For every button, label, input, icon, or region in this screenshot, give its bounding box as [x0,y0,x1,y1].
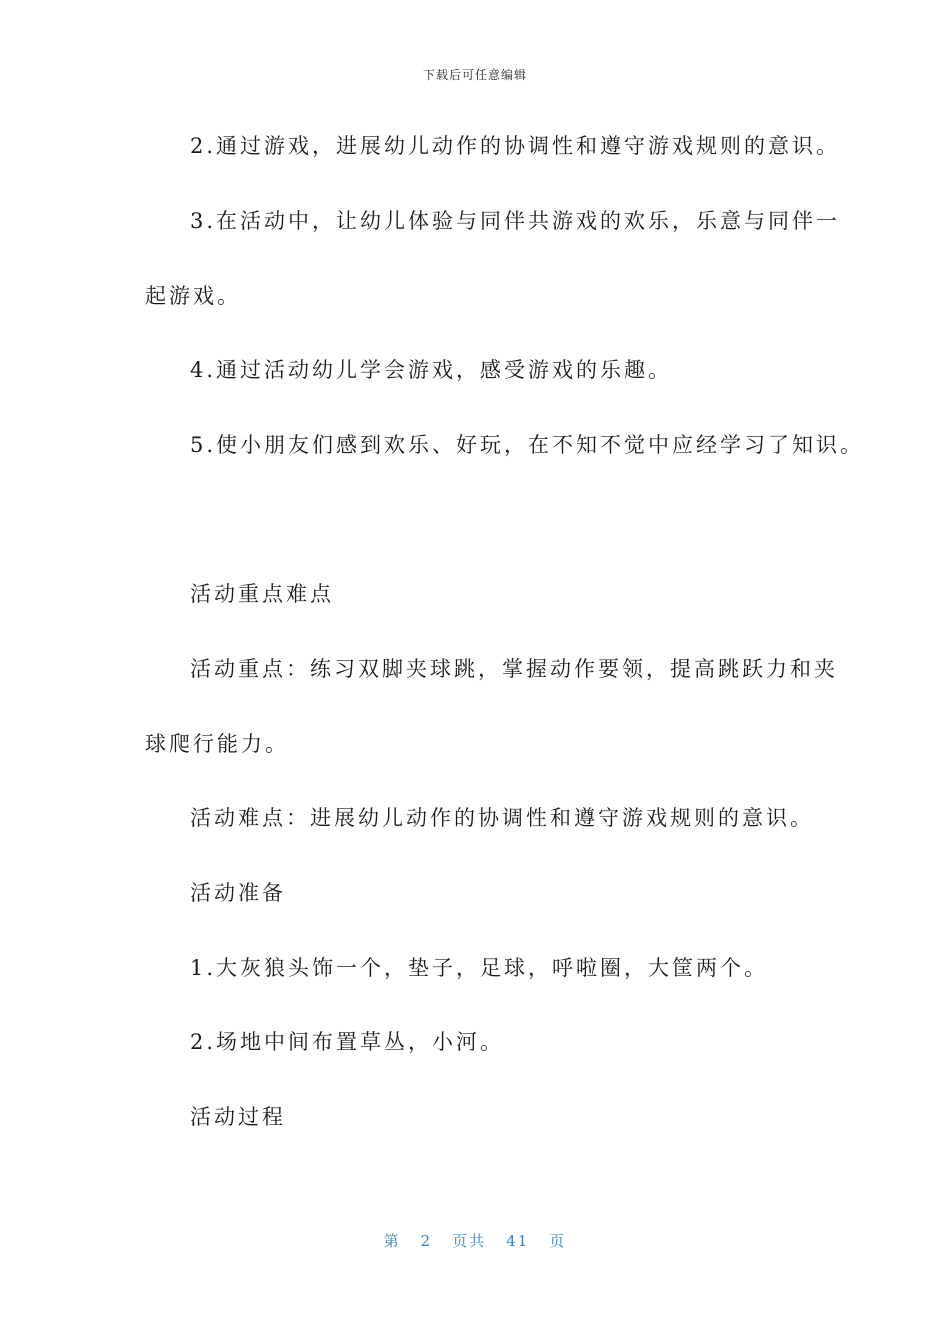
page-prefix: 第 [383,1232,401,1250]
key-point-line-1: 活动重点：练习双脚夹球跳，掌握动作要领，提高跳跃力和夹 [190,657,838,681]
key-point-line-2: 球爬行能力。 [145,732,289,756]
page-footer [0,1230,950,1251]
difficulty-point: 活动难点：进展幼儿动作的协调性和遵守游戏规则的意识。 [190,806,814,830]
objective-3-line-2: 起游戏。 [145,284,241,308]
section-heading-process: 活动过程 [190,1105,286,1129]
objective-5: 5.使小朋友们感到欢乐、好玩，在不知不觉中应经学习了知识。 [190,433,865,457]
objective-4: 4.通过活动幼儿学会游戏，感受游戏的乐趣。 [190,358,673,382]
objective-2: 2.通过游戏，进展幼儿动作的协调性和遵守游戏规则的意识。 [190,134,841,158]
page-header-note: 下载后可任意编辑 [422,68,527,82]
page-suffix: 页 [549,1232,567,1250]
page-number: 2 [420,1232,433,1250]
section-heading-preparation: 活动准备 [190,881,286,905]
objective-3-line-1: 3.在活动中，让幼儿体验与同伴共游戏的欢乐，乐意与同伴一 [190,209,841,233]
page-total: 41 [506,1232,530,1250]
preparation-item-1: 1.大灰狼头饰一个，垫子，足球，呼啦圈，大筐两个。 [190,956,769,980]
preparation-item-2: 2.场地中间布置草丛，小河。 [190,1030,505,1054]
section-heading-key-points: 活动重点难点 [190,582,334,606]
page-middle: 页共 [452,1232,487,1250]
